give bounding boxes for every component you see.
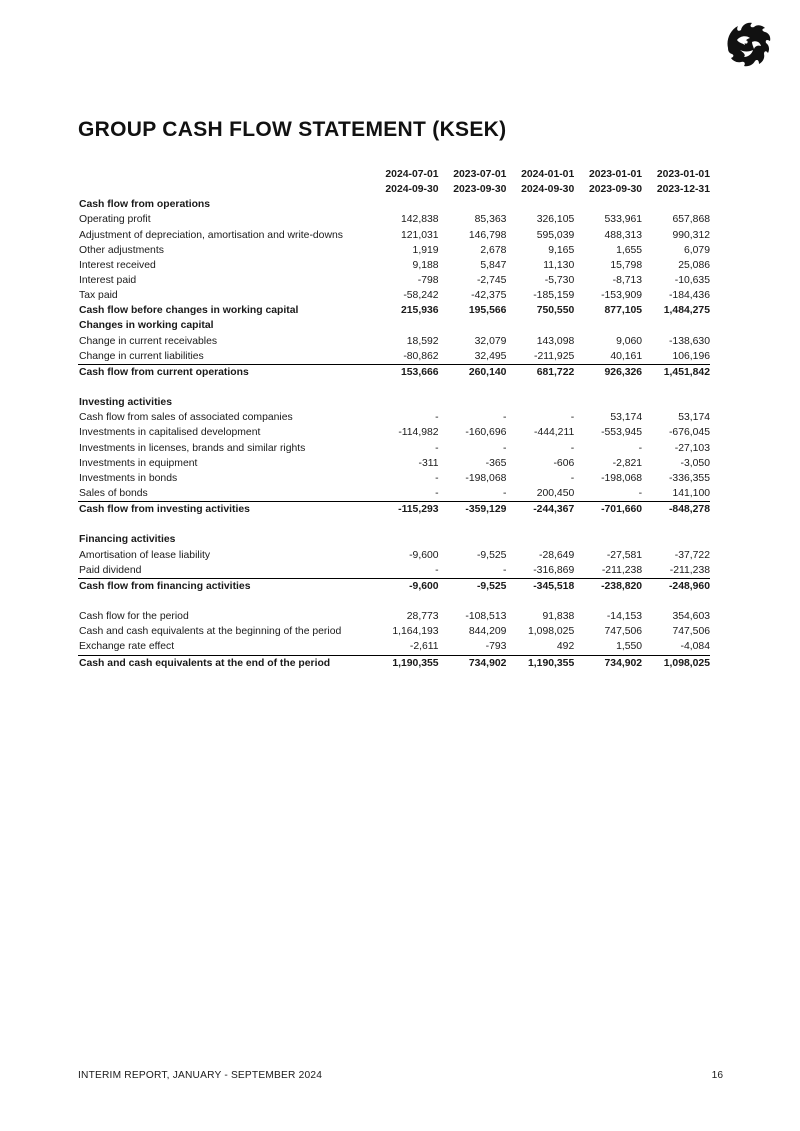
cell-value: -793 — [485, 641, 507, 653]
cell-value: 488,313 — [604, 229, 643, 241]
table-row — [78, 273, 710, 288]
cell-value: 153,666 — [371, 364, 439, 380]
cell-value: -198,068 — [465, 472, 507, 484]
cell-value: -606 — [553, 457, 575, 469]
cell-value: -10,635 — [674, 275, 710, 287]
cell-value: 9,165 — [548, 244, 575, 256]
table-row — [78, 624, 710, 639]
row-label: Cash flow from current operations — [78, 364, 371, 380]
row-label: Operating profit — [79, 214, 151, 226]
cell-value: -211,238 — [669, 564, 710, 576]
column-header-from: 2024-07-01 — [385, 169, 439, 181]
cell-value: -58,242 — [403, 290, 439, 302]
cell-value: - — [638, 488, 643, 500]
cell-value: 1,190,355 — [506, 655, 574, 671]
cell-value: -9,525 — [439, 578, 507, 594]
cell-value: -37,722 — [674, 549, 710, 561]
cell-value: -198,068 — [601, 472, 643, 484]
cell-value: -28,649 — [539, 549, 575, 561]
cell-value: - — [435, 564, 439, 576]
cell-value: - — [435, 488, 439, 500]
table-row — [78, 410, 710, 425]
cell-value: -2,745 — [476, 275, 507, 287]
table-row — [78, 334, 710, 349]
row-label: Paid dividend — [79, 564, 142, 576]
row-label: Sales of bonds — [79, 488, 148, 500]
cell-value: 681,722 — [506, 364, 574, 380]
cell-value: -444,211 — [534, 427, 575, 439]
cell-value: - — [638, 442, 643, 454]
cell-value: 750,550 — [536, 305, 575, 317]
cell-value: 747,506 — [672, 626, 710, 638]
row-label: Cash and cash equivalents at the beginning of the period — [79, 626, 342, 638]
cell-value: 533,961 — [604, 214, 643, 226]
cell-value: -80,862 — [403, 350, 439, 362]
cell-value: 53,174 — [610, 412, 643, 424]
spacer-row — [78, 380, 710, 395]
cell-value: 1,190,355 — [371, 655, 439, 671]
cell-value: 15,798 — [610, 259, 643, 271]
dragon-logo-icon — [722, 18, 774, 70]
cell-value: -211,238 — [601, 564, 643, 576]
row-label: Cash flow before changes in working capital — [79, 305, 299, 317]
row-label: Cash and cash equivalents at the end of the period — [78, 655, 371, 671]
cell-value: -244,367 — [506, 502, 574, 518]
table-row — [78, 563, 710, 579]
cell-value: 32,079 — [474, 335, 507, 347]
cell-value: -365 — [485, 457, 507, 469]
cell-value: - — [435, 412, 439, 424]
total-row — [78, 578, 710, 594]
cell-value: -114,982 — [398, 427, 439, 439]
cell-value: 25,086 — [678, 259, 710, 271]
cell-value: -27,103 — [674, 442, 710, 454]
row-label: Tax paid — [79, 290, 118, 302]
cell-value: 1,919 — [412, 244, 439, 256]
spacer-row — [78, 594, 710, 609]
cell-value: 1,098,025 — [528, 626, 575, 638]
total-row — [78, 655, 710, 671]
cell-value: 1,655 — [616, 244, 643, 256]
cell-value: -138,630 — [668, 335, 710, 347]
cell-value: -115,293 — [371, 502, 439, 518]
cell-value: 200,450 — [536, 488, 575, 500]
section-heading-row — [78, 532, 710, 547]
cell-value: 1,098,025 — [642, 655, 710, 671]
cell-value: - — [502, 564, 507, 576]
row-label: Interest paid — [79, 275, 137, 287]
cell-value: 9,188 — [412, 259, 439, 271]
cell-value: 492 — [556, 641, 575, 653]
cell-value: -211,925 — [534, 350, 575, 362]
footer-report-title: INTERIM REPORT, JANUARY - SEPTEMBER 2024 — [78, 1070, 323, 1081]
cell-value: -359,129 — [439, 502, 507, 518]
column-header-to: 2023-09-30 — [453, 184, 507, 196]
cell-value: 11,130 — [543, 259, 575, 271]
column-header-from: 2023-01-01 — [656, 169, 710, 181]
cell-value: 85,363 — [474, 214, 507, 226]
table-row — [78, 609, 710, 624]
row-label: Change in current liabilities — [79, 350, 204, 362]
cell-value: 1,550 — [616, 641, 643, 653]
column-header-from: 2023-07-01 — [453, 169, 507, 181]
cell-value: -336,355 — [668, 472, 710, 484]
row-label: Other adjustments — [79, 244, 164, 256]
row-label: Cash flow for the period — [79, 611, 189, 623]
column-header-to: 2024-09-30 — [521, 184, 575, 196]
column-header-to: 2023-12-31 — [656, 184, 710, 196]
total-row — [78, 364, 710, 380]
cell-value: 141,100 — [672, 488, 710, 500]
row-label: Investments in licenses, brands and similar rights — [79, 442, 306, 454]
column-header-from: 2024-01-01 — [521, 169, 575, 181]
table-row — [78, 639, 710, 655]
row-label: Changes in working capital — [79, 320, 214, 332]
column-header-to: 2024-09-30 — [385, 184, 439, 196]
table-row — [78, 212, 710, 227]
cell-value: 6,079 — [683, 244, 710, 256]
section-heading-row — [78, 197, 710, 212]
cell-value: -311 — [418, 457, 439, 469]
cell-value: -2,611 — [409, 641, 439, 653]
cell-value: 106,196 — [672, 350, 710, 362]
cell-value: 5,847 — [480, 259, 507, 271]
cell-value: 2,678 — [480, 244, 507, 256]
cell-value: 990,312 — [672, 229, 710, 241]
cell-value: 9,060 — [616, 335, 643, 347]
cell-value: 32,495 — [474, 350, 507, 362]
spacer-row — [78, 517, 710, 532]
cell-value: -153,909 — [601, 290, 643, 302]
cell-value: -4,084 — [680, 641, 710, 653]
table-row — [78, 243, 710, 258]
table-row — [78, 456, 710, 471]
cell-value: - — [502, 412, 507, 424]
cell-value: 40,161 — [610, 350, 643, 362]
table-row — [78, 486, 710, 502]
row-label: Cash flow from financing activities — [78, 578, 371, 594]
table-row — [78, 349, 710, 365]
row-label: Adjustment of depreciation, amortisation and write-downs — [79, 229, 343, 241]
header-row-from — [78, 167, 710, 182]
row-label: Financing activities — [79, 534, 176, 546]
cell-value: -345,518 — [506, 578, 574, 594]
row-label: Investments in capitalised development — [79, 427, 261, 439]
cell-value: -42,375 — [471, 290, 507, 302]
cell-value: 215,936 — [401, 305, 439, 317]
cell-value: -108,513 — [465, 611, 507, 623]
cell-value: -5,730 — [544, 275, 575, 287]
row-label: Investing activities — [79, 397, 172, 409]
cell-value: 657,868 — [672, 214, 710, 226]
table-row — [78, 228, 710, 243]
cell-value: 354,603 — [672, 611, 710, 623]
cell-value: -798 — [417, 275, 439, 287]
cell-value: - — [570, 412, 575, 424]
footer-page-number: 16 — [711, 1070, 723, 1081]
column-header-to: 2023-09-30 — [588, 184, 643, 196]
cell-value: 143,098 — [536, 335, 575, 347]
cell-value: 734,902 — [439, 655, 507, 671]
section-heading-row — [78, 318, 710, 333]
section-heading-row — [78, 395, 710, 410]
cell-value: 195,566 — [468, 305, 507, 317]
cell-value: 28,773 — [406, 611, 439, 623]
cell-value: 1,164,193 — [392, 626, 439, 638]
row-label: Exchange rate effect — [79, 641, 175, 653]
cell-value: -9,525 — [476, 549, 507, 561]
page-title: GROUP CASH FLOW STATEMENT (KSEK) — [78, 118, 507, 141]
cell-value: - — [502, 488, 507, 500]
cell-value: 53,174 — [678, 412, 710, 424]
table-row — [78, 471, 710, 486]
cell-value: 121,031 — [401, 229, 439, 241]
cell-value: -9,600 — [409, 549, 439, 561]
table-row — [78, 548, 710, 563]
cell-value: -553,945 — [601, 427, 643, 439]
cell-value: -14,153 — [606, 611, 643, 623]
total-row — [78, 502, 710, 518]
subtotal-row — [78, 303, 710, 318]
cell-value: 926,326 — [574, 364, 642, 380]
cell-value: - — [502, 442, 507, 454]
table-row — [78, 258, 710, 273]
row-label: Cash flow from operations — [79, 199, 211, 211]
row-label: Investments in bonds — [79, 472, 178, 484]
cell-value: -848,278 — [642, 502, 710, 518]
cash-flow-table — [78, 167, 710, 671]
cell-value: -9,600 — [371, 578, 439, 594]
cell-value: 877,105 — [604, 305, 643, 317]
cell-value: -238,820 — [574, 578, 642, 594]
cell-value: 326,105 — [536, 214, 575, 226]
header-row-to — [78, 182, 710, 197]
cell-value: -160,696 — [465, 427, 507, 439]
cell-value: -316,869 — [533, 564, 575, 576]
cell-value: 844,209 — [468, 626, 507, 638]
cell-value: -676,045 — [668, 427, 710, 439]
cell-value: -2,821 — [612, 457, 643, 469]
cell-value: -185,159 — [533, 290, 575, 302]
cell-value: 595,039 — [536, 229, 575, 241]
cell-value: 18,592 — [406, 335, 439, 347]
cell-value: 1,451,842 — [642, 364, 710, 380]
table-row — [78, 441, 710, 456]
cell-value: - — [435, 472, 439, 484]
cell-value: -3,050 — [680, 457, 710, 469]
cell-value: -184,436 — [668, 290, 710, 302]
row-label: Cash flow from investing activities — [78, 502, 371, 518]
cell-value: - — [570, 472, 575, 484]
column-header-from: 2023-01-01 — [588, 169, 643, 181]
cell-value: 1,484,275 — [663, 305, 710, 317]
table-row — [78, 288, 710, 303]
table-row — [78, 425, 710, 440]
cell-value: -8,713 — [612, 275, 643, 287]
cell-value: - — [570, 442, 575, 454]
cell-value: 142,838 — [401, 214, 439, 226]
row-label: Cash flow from sales of associated companies — [79, 412, 293, 424]
row-label: Amortisation of lease liability — [79, 549, 211, 561]
row-label: Investments in equipment — [79, 457, 198, 469]
cell-value: - — [435, 442, 439, 454]
cell-value: 260,140 — [439, 364, 507, 380]
cell-value: -27,581 — [606, 549, 643, 561]
cell-value: -701,660 — [574, 502, 642, 518]
cell-value: 747,506 — [604, 626, 643, 638]
cell-value: 146,798 — [468, 229, 507, 241]
cell-value: 734,902 — [574, 655, 642, 671]
row-label: Interest received — [79, 259, 156, 271]
cell-value: 91,838 — [542, 611, 575, 623]
cell-value: -248,960 — [642, 578, 710, 594]
row-label: Change in current receivables — [79, 335, 218, 347]
